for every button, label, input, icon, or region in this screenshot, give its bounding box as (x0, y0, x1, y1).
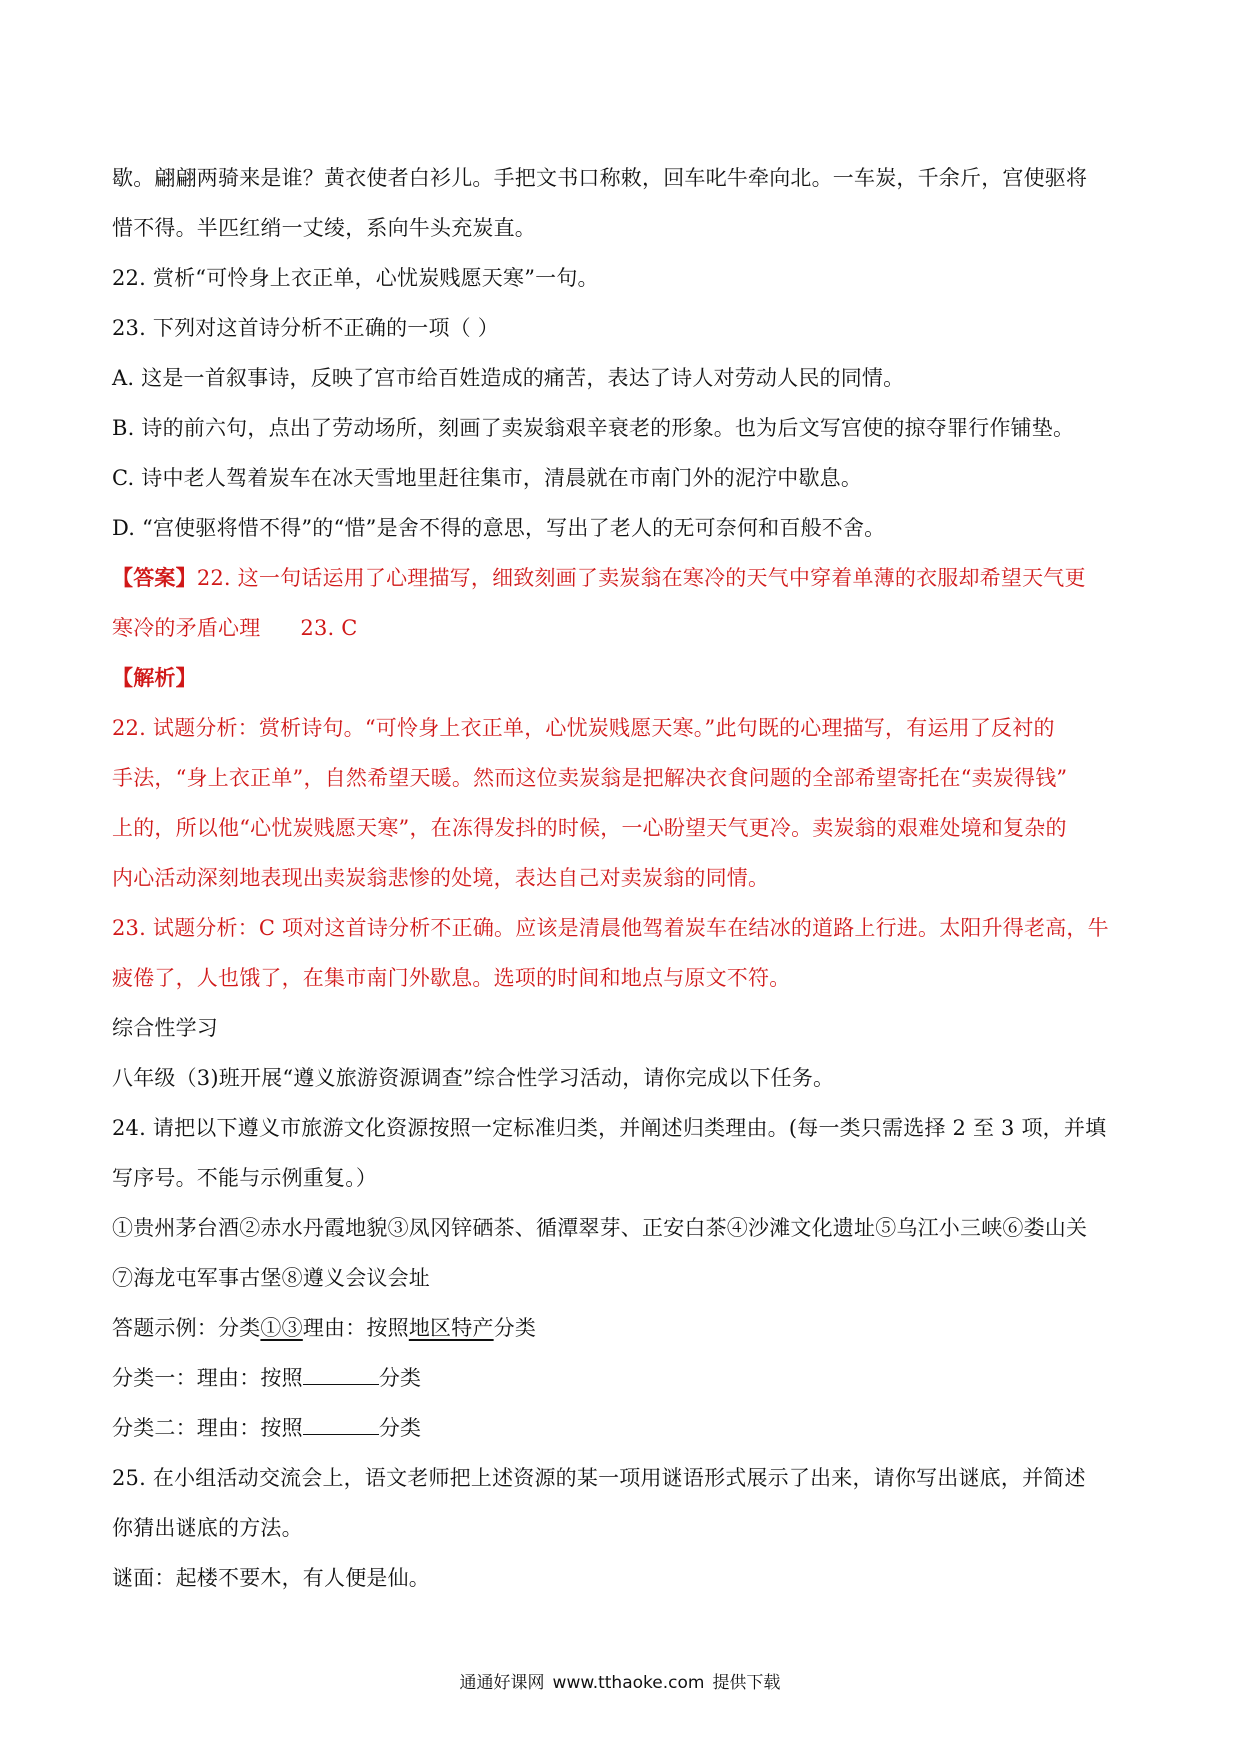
analysis-line: 22. 试题分析：赏析诗句。“可怜身上衣正单，心忧炭贱愿天寒。”此句既的心理描写，有运用了反衬的 (112, 716, 1055, 740)
answer-tag: 【答案】 (112, 565, 197, 590)
answer-text: 寒冷的矛盾心理 (112, 616, 261, 640)
option-a: A. 这是一首叙事诗，反映了宫市给百姓造成的痛苦，表达了诗人对劳动人民的同情。 (112, 366, 905, 390)
question-24: 写序号。不能与示例重复。） (112, 1166, 378, 1190)
riddle: 谜面：起楼不要木，有人便是仙。 (112, 1566, 430, 1590)
poem-line: 惜不得。半匹红绡一丈绫，系向牛头充炭直。 (112, 216, 536, 240)
question-22: 22. 赏析“可怜身上衣正单，心忧炭贱愿天寒”一句。 (112, 266, 599, 290)
answer-23: 23. C (300, 616, 358, 640)
poem-line: 歇。翩翩两骑来是谁？黄衣使者白衫儿。手把文书口称敕，回车叱牛牵向北。一车炭，千余斤，宫使驱将 (112, 166, 1088, 190)
category-one (112, 1353, 1132, 1403)
category-suffix: 分类 (378, 1416, 422, 1440)
section-title: 综合性学习 (112, 1016, 218, 1040)
example-numbers: ①③ (260, 1316, 303, 1340)
answer-text: 22. 这一句话运用了心理描写，细致刻画了卖炭翁在寒冷的天气中穿着单薄的衣服却希望天气更 (196, 566, 1086, 590)
question-25: 你猜出谜底的方法。 (112, 1516, 303, 1540)
category-suffix: 分类 (378, 1366, 422, 1390)
question-23: 23. 下列对这首诗分析不正确的一项（ ） (112, 316, 499, 340)
question-25: 25. 在小组活动交流会上，语文老师把上述资源的某一项用谜语形式展示了出来，请你写出谜底，并简述 (112, 1466, 1086, 1490)
answer-line (112, 553, 1132, 603)
fill-blank[interactable] (303, 1418, 379, 1435)
footer-url[interactable]: www.tthaoke.com (552, 1673, 705, 1693)
page-footer (0, 1668, 1240, 1693)
option-c: C. 诗中老人驾着炭车在冰天雪地里赶往集市，清晨就在市南门外的泥泞中歇息。 (112, 466, 863, 490)
option-b: B. 诗的前六句，点出了劳动场所，刻画了卖炭翁艰辛衰老的形象。也为后文写宫使的掠夺罪行作铺垫。 (112, 416, 1075, 440)
example-suffix: 分类 (493, 1316, 537, 1340)
option-d: D. “宫使驱将惜不得”的“惜”是舍不得的意思，写出了老人的无可奈何和百般不舍。 (112, 516, 886, 540)
category-two (112, 1403, 1132, 1453)
analysis-line: 手法，“身上衣正单”，自然希望天暖。然而这位卖炭翁是把解决衣食问题的全部希望寄托在“卖炭得钱” (112, 766, 1068, 790)
analysis-line: 23. 试题分析：C 项对这首诗分析不正确。应该是清晨他驾着炭车在结冰的道路上行进。太阳升得老高，牛 (112, 916, 1109, 940)
footer-note: 提供下载 (712, 1673, 781, 1693)
resource-list: ①贵州茅台酒②赤水丹霞地貌③凤冈锌硒茶、循潭翠芽、正安白茶④沙滩文化遗址⑤乌江小三峡⑥娄山关 (112, 1216, 1088, 1240)
section-intro: 八年级（3)班开展“遵义旅游资源调查”综合性学习活动，请你完成以下任务。 (112, 1066, 835, 1090)
question-24: 24. 请把以下遵义市旅游文化资源按照一定标准归类，并阐述归类理由。(每一类只需选择 2 至 3 项，并填 (112, 1116, 1107, 1140)
analysis-tag: 【解析】 (112, 665, 197, 690)
answer-line (112, 603, 1132, 653)
example-label: 答题示例：分类 (112, 1316, 261, 1340)
page-content (112, 153, 1132, 1603)
analysis-line: 疲倦了，人也饿了，在集市南门外歇息。选项的时间和地点与原文不符。 (112, 966, 791, 990)
example-reason: 地区特产 (408, 1316, 494, 1340)
fill-blank[interactable] (303, 1368, 379, 1385)
resource-list: ⑦海龙屯军事古堡⑧遵义会议会址 (112, 1266, 430, 1290)
footer-site: 通通好课网 (459, 1673, 545, 1693)
analysis-line: 上的，所以他“心忧炭贱愿天寒”，在冻得发抖的时候，一心盼望天气更冷。卖炭翁的艰难处境和复杂的 (112, 816, 1067, 840)
category-label: 分类二：理由：按照 (112, 1416, 303, 1440)
category-label: 分类一：理由：按照 (112, 1366, 303, 1390)
analysis-line: 内心活动深刻地表现出卖炭翁悲惨的处境，表达自己对卖炭翁的同情。 (112, 866, 770, 890)
example-reason-label: 理由：按照 (302, 1316, 409, 1340)
answer-example (112, 1303, 1132, 1353)
